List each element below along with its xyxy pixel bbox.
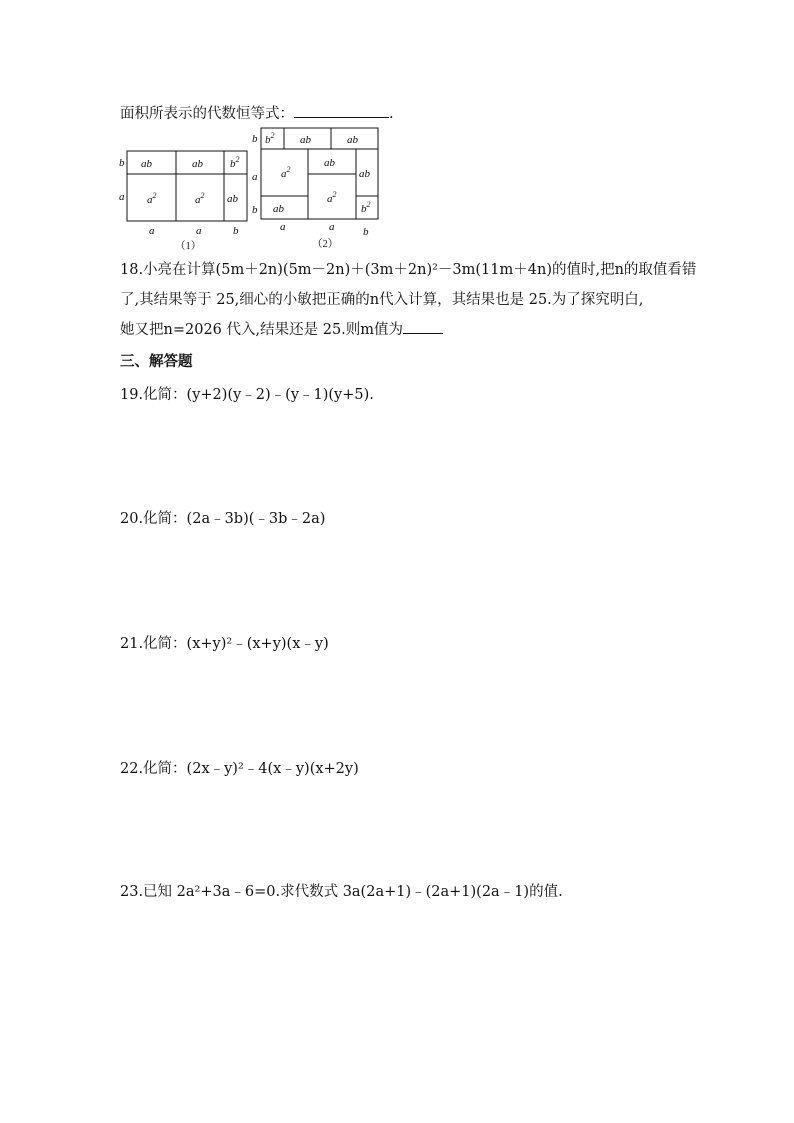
fig2-ab-top-1: ab xyxy=(300,134,311,146)
fig1-left-a: a xyxy=(119,191,125,203)
q18-line-3 xyxy=(120,318,443,339)
section-3-heading: 三、解答题 xyxy=(120,354,193,370)
fig1-left-b: b xyxy=(119,157,125,169)
fig2-ab-right: ab xyxy=(359,168,370,180)
q18-line-1: 18.小亮在计算(5m＋2n)(5m－2n)＋(3m＋2n)²－3m(11m＋4n)的值时,把n的取值看错 xyxy=(120,262,697,278)
q20: 20.化简：(2a﹣3b)(﹣3b﹣2a) xyxy=(120,511,326,527)
fig1-ab-3: ab xyxy=(227,193,238,205)
q17-answer-blank[interactable] xyxy=(294,103,389,118)
fig2-left-a: a xyxy=(252,171,258,183)
fig1-bottom-a-1: a xyxy=(149,225,155,237)
q22: 22.化简：(2x﹣y)²﹣4(x﹣y)(x+2y) xyxy=(120,761,359,777)
q18-answer-blank[interactable] xyxy=(403,319,443,334)
q17-text: 面积所表示的代数恒等式： xyxy=(120,106,294,122)
q18-line-3-text: 她又把n=2026 代入,结果还是 25.则m值为 xyxy=(120,322,404,338)
fig2-left-b-1: b xyxy=(252,133,258,145)
fig2-left-b-2: b xyxy=(252,204,258,216)
fig2-ab-mid: ab xyxy=(324,157,335,169)
fig2-ab-top-2: ab xyxy=(347,134,358,146)
fig2-bottom-a-1: a xyxy=(280,221,286,233)
fig2-bottom-b: b xyxy=(363,226,369,238)
fig1-caption: （1） xyxy=(175,241,202,252)
fig2-b2: $b^2$ xyxy=(265,131,275,146)
q17-end: . xyxy=(389,106,394,122)
fig1-bottom-b: b xyxy=(233,225,239,237)
figure-1 xyxy=(115,140,255,255)
fig2-ab-bottom: ab xyxy=(273,203,284,215)
fig1-a2-1: $a^2$ xyxy=(147,191,157,206)
fig1-bottom-a-2: a xyxy=(196,225,202,237)
fig2-a2-right: $a^2$ xyxy=(327,190,337,205)
fig1-b2: $b^2$ xyxy=(230,155,240,170)
fig2-a2-left: $a^2$ xyxy=(281,165,291,180)
q23: 23.已知 2a²+3a﹣6=0.求代数式 3a(2a+1)﹣(2a+1)(2a﹣1)的值. xyxy=(120,884,563,900)
fig2-b2-right: $b^2$ xyxy=(361,200,371,215)
q19: 19.化简：(y+2)(y﹣2)﹣(y﹣1)(y+5). xyxy=(120,387,374,403)
fig2-bottom-a-2: a xyxy=(329,221,335,233)
q17-line xyxy=(120,102,394,123)
fig1-a2-2: $a^2$ xyxy=(195,191,205,206)
fig1-ab-2: ab xyxy=(192,158,203,170)
fig1-ab-1: ab xyxy=(141,158,152,170)
fig2-caption: （2） xyxy=(312,239,339,250)
q18-line-2: 了,其结果等于 25,细心的小敏把正确的n代入计算，其结果也是 25.为了探究明白, xyxy=(120,292,644,308)
figure-2 xyxy=(249,122,384,255)
q21: 21.化简：(x+y)²﹣(x+y)(x﹣y) xyxy=(120,636,329,652)
